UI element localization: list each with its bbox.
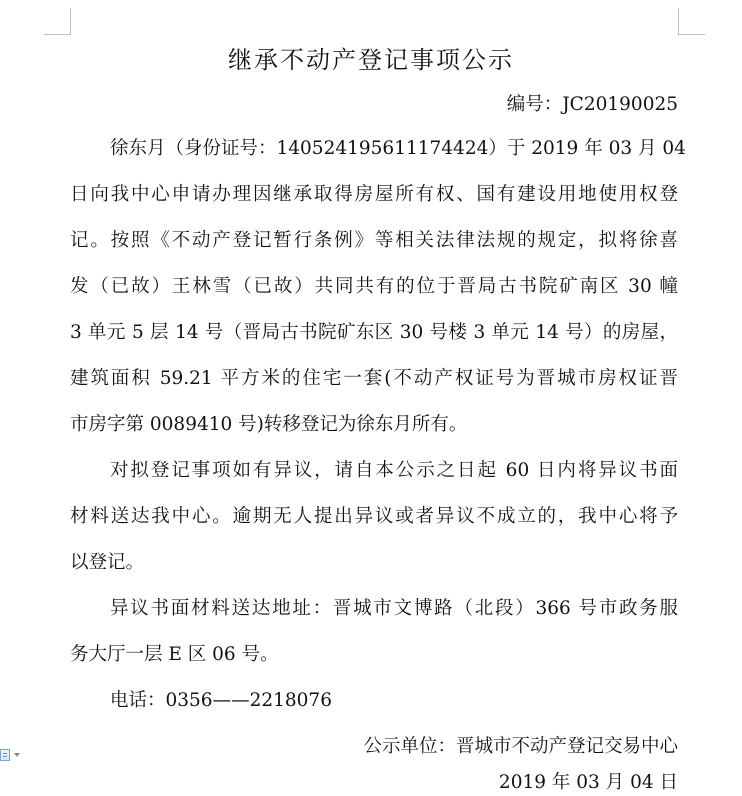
paragraph3-line-2: 务大厅一层 E 区 06 号。 bbox=[70, 644, 279, 665]
paragraph1-line-1: 徐东月（身份证号：140524195611174424）于 2019 年 03 月 04 bbox=[110, 138, 686, 159]
phone-line: 电话：0356——2218076 bbox=[110, 690, 332, 711]
paragraph2-line-2: 材料送达我中心。逾期无人提出异议或者异议不成立的，我中心将予 bbox=[70, 506, 678, 527]
chevron-down-icon bbox=[14, 753, 20, 757]
document-icon bbox=[0, 749, 10, 761]
paragraph2-line-3: 以登记。 bbox=[70, 552, 145, 573]
paragraph1-line-4: 发（已故）王林雪（已故）共同共有的位于晋局古书院矿南区 30 幢 bbox=[70, 276, 678, 297]
paragraph1-line-7: 市房字第 0089410 号)转移登记为徐东月所有。 bbox=[70, 414, 468, 435]
paragraph1-line-3: 记。按照《不动产登记暂行条例》等相关法律法规的规定，拟将徐喜 bbox=[70, 230, 678, 251]
paragraph3-line-1: 异议书面材料送达地址：晋城市文博路（北段）366 号市政务服 bbox=[110, 598, 678, 619]
paragraph1-line-5: 3 单元 5 层 14 号（晋局古书院矿东区 30 号楼 3 单元 14 号）的房屋， bbox=[70, 322, 678, 343]
top-left-margin-mark bbox=[44, 8, 71, 35]
publisher-line: 公示单位：晋城市不动产登记交易中心 bbox=[363, 736, 678, 757]
paragraph2-line-1: 对拟登记事项如有异议，请自本公示之日起 60 日内将异议书面 bbox=[110, 460, 678, 481]
date-line: 2019 年 03 月 04 日 bbox=[498, 772, 678, 793]
paragraph1-line-2: 日向我中心申请办理因继承取得房屋所有权、国有建设用地使用权登 bbox=[70, 184, 678, 205]
margin-options-icon[interactable] bbox=[0, 748, 22, 762]
paragraph1-line-6: 建筑面积 59.21 平方米的住宅一套(不动产权证号为晋城市房权证晋 bbox=[70, 368, 678, 389]
top-right-margin-mark bbox=[678, 8, 705, 35]
document-number: 编号：JC20190025 bbox=[506, 94, 678, 115]
document-title: 继承不动产登记事项公示 bbox=[228, 46, 514, 74]
